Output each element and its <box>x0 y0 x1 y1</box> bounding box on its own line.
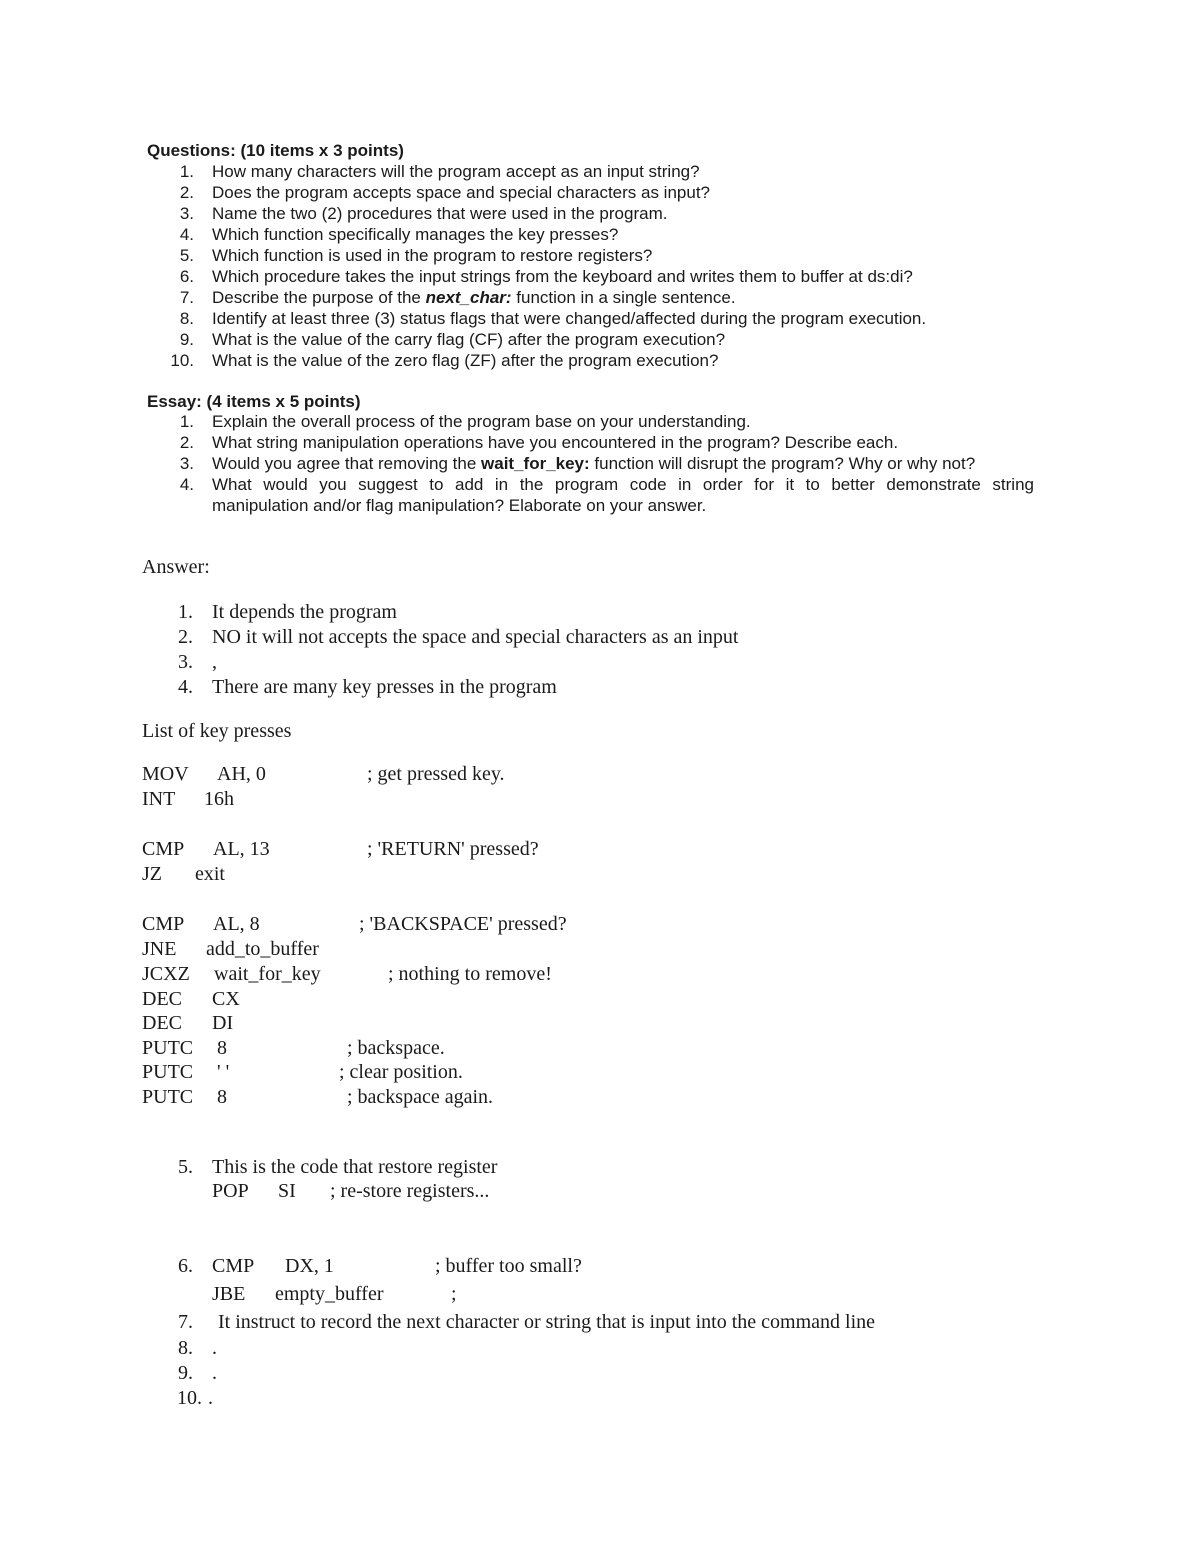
question-item: 2. Does the program accepts space and special characters as input? <box>179 183 710 202</box>
essay-item: 4. What would you suggest to add in the program code in order for it to better demonstrate string manipulation and/or flag manipulation? Elaborate on your answer. <box>179 475 1034 515</box>
question-item: 10. What is the value of the zero flag (ZF) after the program execution? <box>170 351 719 370</box>
question-item: 3. Name the two (2) procedures that were used in the program. <box>179 204 668 223</box>
question-item: 8. Identify at least three (3) status flags that were changed/affected during the program execution. <box>179 309 927 328</box>
essay-item: 3. Would you agree that removing the wait_for_key: function will disrupt the program? Why or why not? <box>179 454 976 473</box>
questions-list <box>147 161 1047 371</box>
question-item: 9. What is the value of the carry flag (CF) after the program execution? <box>179 330 726 349</box>
question-item: 5. Which function is used in the program to restore registers? <box>179 246 653 265</box>
essay-list <box>147 411 1047 516</box>
document-page: Questions: (10 items x 3 points) 1. How many characters will the program accept as an input string? 2. Does the program accepts space and special characters as input? 3. Name the two (2) procedures that were used in the program. 4. Which function specifically manages the key presses? 5. Which function is used in the program to restore registers? 6. Which procedure takes the input strings from the keyboard and writes them to buffer at ds:di? 7. Describe the purpose of the next_char: function in a single sentence. 8. Identify at least three (3) status flags that were changed/affected during the program execution. 9. What is the value of the carry flag (CF) after the program execution? 10. What is the value of the zero flag (ZF) after the program execution? Essay: (4 items x 5 points) 1. Explain the overall process of the program base on your understanding. 2. What string manipulation operations have you encountered in the program? Describe each. 3. Would you agree that removing the wait_for_key: function will disrupt the program? Why or why not? 4. What would you suggest to add in the program code in order for it to better demonstrate string manipulation and/or flag manipulation? Elaborate on your answer. Answer: 1. It depends the program 2. NO it will not accepts the space and special characters as an input 3. , 4. There are many key presses in the program List of key presses MOV AH, 0 ; get pressed key. INT 16h CMP AL, 13 ; 'RETURN' pressed? JZ exit CMP AL, 8 ; 'BACKSPACE' pressed? JNE add_to_buffer JCXZ wait_for_key ; nothing to remove! DEC CX DEC DI PUTC 8 ; backspace. PUTC ' ' ; clear position. PUTC 8 ; backspace again. 5. This is the code that restore register POP SI ; re-store registers... 6. CMP DX, 1 ; buffer too small? JBE empty_buffer ; 7. It instruct to record the next character or string that is input into the command line 8. . 9. . 10. . <box>0 0 1200 1553</box>
wait-for-key-term: wait_for_key: <box>481 454 590 473</box>
essay-item: 1. Explain the overall process of the program base on your understanding. <box>179 412 751 431</box>
question-item: 4. Which function specifically manages the key presses? <box>179 225 619 244</box>
next-char-term: next_char: <box>425 288 512 307</box>
key-presses-label: List of key presses <box>142 720 292 742</box>
question-item: 6. Which procedure takes the input strings from the keyboard and writes them to buffer at ds:di? <box>179 267 913 286</box>
answer-label: Answer: <box>142 556 210 578</box>
essay-item: 2. What string manipulation operations have you encountered in the program? Describe each. <box>179 433 899 452</box>
questions-heading: Questions: (10 items x 3 points) <box>147 141 404 160</box>
essay-heading: Essay: (4 items x 5 points) <box>147 392 361 411</box>
question-item: 1. How many characters will the program accept as an input string? <box>179 162 700 181</box>
question-item: 7. Describe the purpose of the next_char: function in a single sentence. <box>179 288 736 307</box>
